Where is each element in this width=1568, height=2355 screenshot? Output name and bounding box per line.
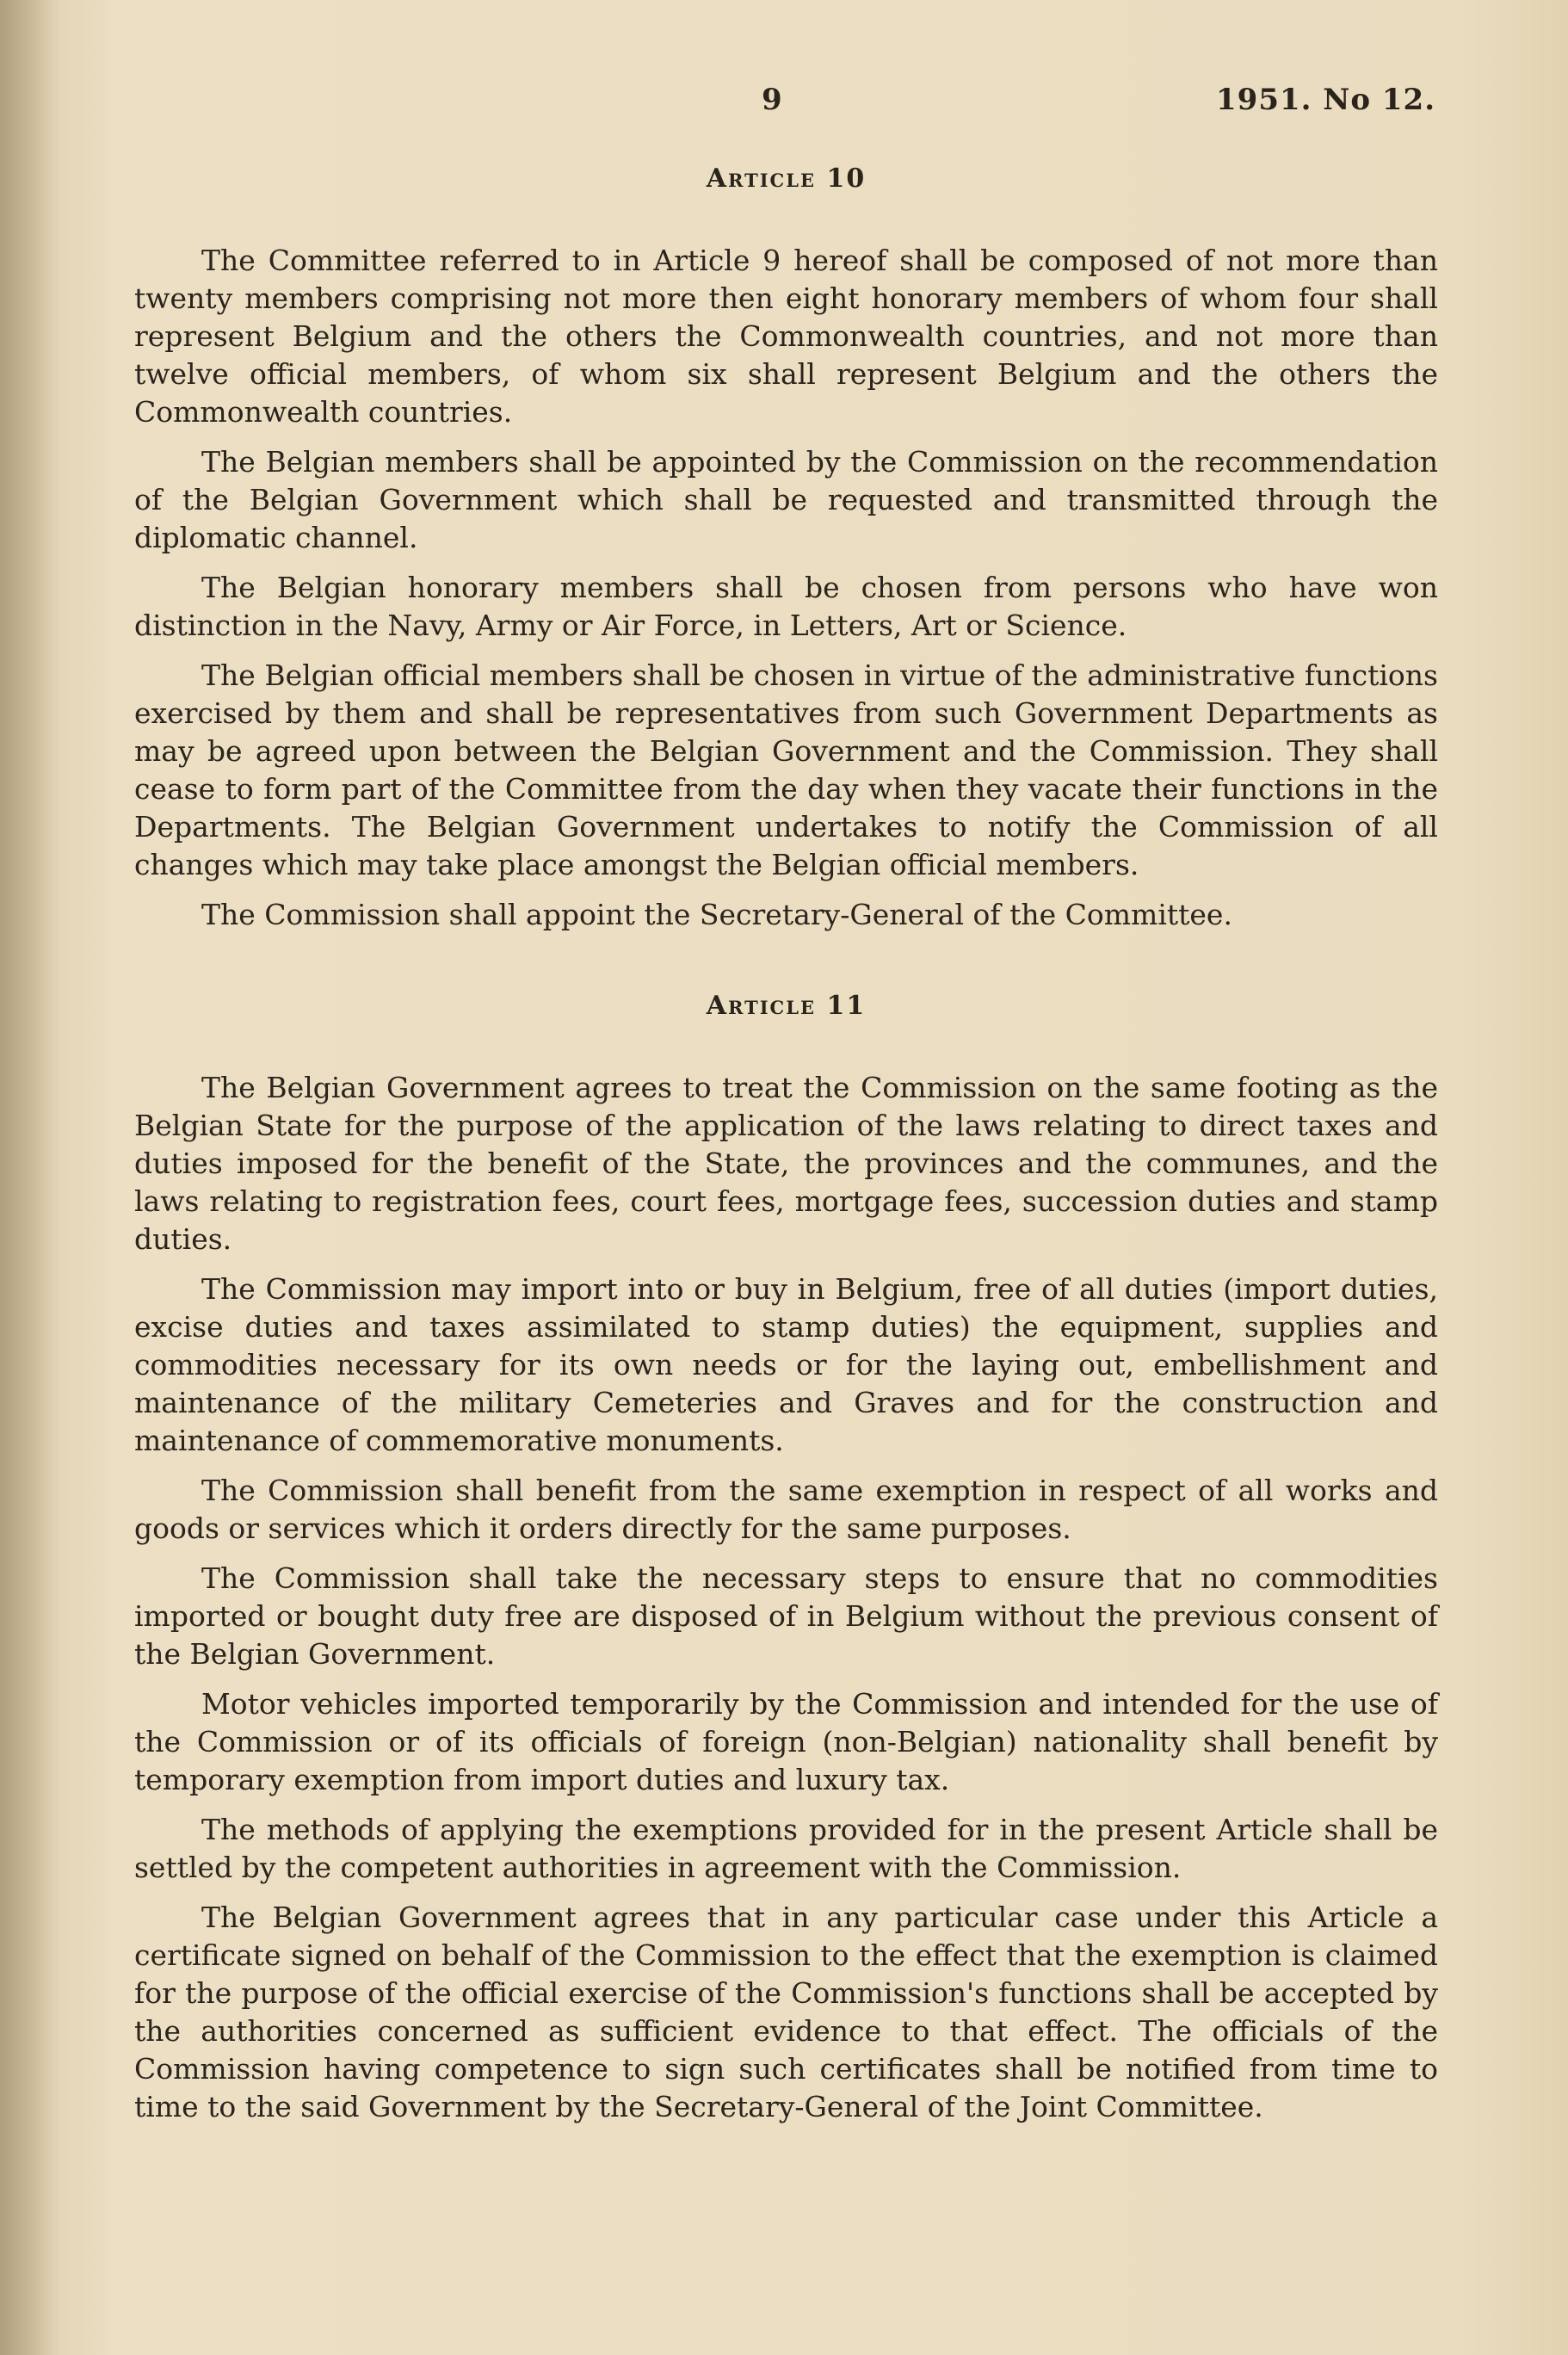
article-11-heading: Article 11: [706, 991, 867, 1021]
document-reference: 1951. No 12.: [1216, 83, 1436, 117]
article-10-paragraph-5: The Commission shall appoint the Secretary-General of the Committee.: [201, 898, 1232, 931]
page-header: [0, 83, 1568, 134]
binding-gutter: [0, 0, 60, 2355]
article-11-section: [134, 991, 1438, 2126]
article-10-section: [134, 164, 1438, 934]
article-11-paragraph-5: Motor vehicles imported temporarily by the Commission and intended for the use of the Commission or of its officials of foreign (non-Belgian) nationality shall benefit by temporary exemption from import duties and luxury tax.: [134, 1687, 1438, 1796]
article-10-heading: Article 10: [706, 164, 867, 194]
article-11-paragraph-6: The methods of applying the exemptions provided for in the present Article shall be settled by the competent authorities in agreement with the Commission.: [134, 1813, 1438, 1884]
article-10-paragraph-4: The Belgian official members shall be chosen in virtue of the administrative functions exercised by them and shall be representatives from such Government Departments as may be agreed upon between the Belgian Government and the Commission. They shall cease to form part of the Committee from the day when they vacate their functions in the Departments. The Belgian Government undertakes to notify the Commission of all changes which may take place amongst the Belgian official members.: [134, 658, 1438, 881]
article-11-paragraph-4: The Commission shall take the necessary steps to ensure that no commodities imported or bought duty free are disposed of in Belgium without the previous consent of the Belgian Government.: [134, 1561, 1438, 1671]
article-11-paragraph-3: The Commission shall benefit from the same exemption in respect of all works and goods or services which it orders directly for the same purposes.: [134, 1474, 1438, 1545]
article-11-paragraph-1: The Belgian Government agrees to treat the Commission on the same footing as the Belgian State for the purpose of the application of the laws relating to direct taxes and duties imposed for the benefit of the State, the provinces and the communes, and the laws relating to registration fees, court fees, mortgage fees, succession duties and stamp duties.: [134, 1071, 1438, 1256]
article-10-paragraph-2: The Belgian members shall be appointed by the Commission on the recommendation of the Belgian Government which shall be requested and transmitted through the diplomatic channel.: [134, 445, 1438, 554]
article-10-paragraph-3: The Belgian honorary members shall be chosen from persons who have won distinction in the Navy, Army or Air Force, in Letters, Art or Science.: [134, 571, 1438, 642]
article-11-paragraph-2: The Commission may import into or buy in Belgium, free of all duties (import duties, excise duties and taxes assimilated to stamp duties) the equipment, supplies and commodities necessary for its own needs or for the laying out, embellishment and maintenance of the military Cemeteries and Graves and for the construction and maintenance of commemorative monuments.: [134, 1272, 1438, 1457]
page-number: 9: [762, 83, 783, 117]
article-10-paragraph-1: The Committee referred to in Article 9 hereof shall be composed of not more than twenty members comprising not more then eight honorary members of whom four shall represent Belgium and the others the Commonwealth countries, and not more than twelve official members, of whom six shall represent Belgium and the others the Commonwealth countries.: [134, 244, 1438, 429]
document-body: [134, 164, 1438, 2138]
article-11-paragraph-7: The Belgian Government agrees that in any particular case under this Article a certificate signed on behalf of the Commission to the effect that the exemption is claimed for the purpose of the official exercise of the Commission's functions shall be accepted by the authorities concerned as sufficient evidence to that effect. The officials of the Commission having competence to sign such certificates shall be notified from time to time to the said Government by the Secretary-General of the Joint Committee.: [134, 1901, 1438, 2123]
